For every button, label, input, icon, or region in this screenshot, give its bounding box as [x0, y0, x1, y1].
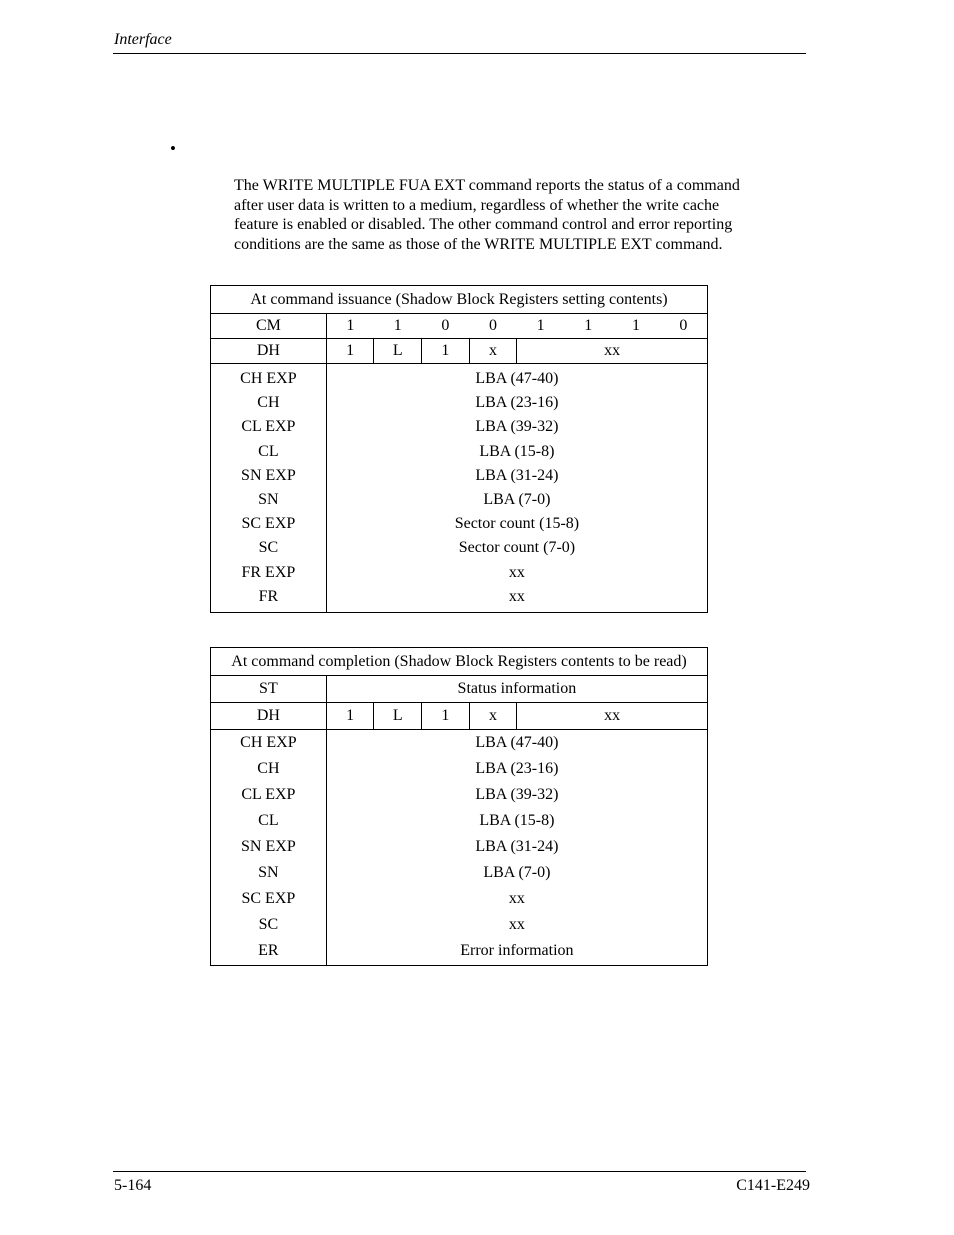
register-row: [211, 912, 708, 938]
register-value: LBA (7-0): [326, 860, 707, 886]
completion-register-table: [210, 647, 708, 966]
register-value: LBA (47-40): [326, 730, 707, 757]
bit-0: 0: [660, 314, 708, 339]
register-row: [211, 730, 708, 757]
register-value: xx: [326, 561, 707, 585]
issuance-register-table: [210, 285, 708, 613]
bits-3-0: xx: [517, 339, 708, 364]
register-name: CH EXP: [211, 364, 327, 392]
register-name: SN EXP: [211, 464, 327, 488]
bit-6: L: [374, 703, 422, 730]
paragraph-line: feature is enabled or disabled. The other command control and error reporting: [234, 216, 733, 234]
register-name: ST: [211, 676, 327, 703]
register-name: DH: [211, 339, 327, 364]
register-value: LBA (7-0): [326, 488, 707, 512]
register-name: FR: [211, 585, 327, 613]
register-name: SC: [211, 912, 327, 938]
register-value: LBA (15-8): [326, 808, 707, 834]
register-name: ER: [211, 938, 327, 966]
bits-3-0: xx: [517, 703, 708, 730]
running-header: Interface: [114, 31, 172, 48]
register-name: SN: [211, 860, 327, 886]
bit-6: 1: [374, 314, 422, 339]
register-name: CH: [211, 391, 327, 415]
completion-table-title: At command completion (Shadow Block Registers contents to be read): [211, 648, 708, 676]
register-name: CL: [211, 808, 327, 834]
register-row: [211, 536, 708, 560]
issuance-table-title: At command issuance (Shadow Block Registers setting contents): [211, 286, 708, 314]
register-value: LBA (15-8): [326, 440, 707, 464]
paragraph-line: after user data is written to a medium, regardless of whether the write cache: [234, 196, 720, 214]
bit-5: 1: [422, 339, 470, 364]
register-value: LBA (31-24): [326, 464, 707, 488]
register-name: DH: [211, 703, 327, 730]
register-row: [211, 782, 708, 808]
register-row: [211, 415, 708, 439]
bit-1: 1: [612, 314, 660, 339]
bit-5: 0: [422, 314, 470, 339]
register-name: CL EXP: [211, 782, 327, 808]
dh-register-row: [211, 703, 708, 730]
register-row: [211, 364, 708, 392]
register-name: SC EXP: [211, 512, 327, 536]
register-row: [211, 512, 708, 536]
bit-6: L: [374, 339, 422, 364]
register-value: LBA (39-32): [326, 782, 707, 808]
st-register-row: [211, 676, 708, 703]
register-row: [211, 391, 708, 415]
bit-4: x: [469, 703, 517, 730]
register-name: FR EXP: [211, 561, 327, 585]
footer-rule: [113, 1171, 806, 1172]
bit-7: 1: [326, 314, 374, 339]
register-name: SC EXP: [211, 886, 327, 912]
register-name: SN: [211, 488, 327, 512]
register-row: [211, 834, 708, 860]
register-value: xx: [326, 886, 707, 912]
register-row: [211, 938, 708, 966]
register-row: [211, 464, 708, 488]
bit-2: 1: [564, 314, 612, 339]
bullet-point: •: [170, 139, 176, 158]
register-value: Status information: [326, 676, 707, 703]
register-row: [211, 808, 708, 834]
register-row: [211, 585, 708, 613]
paragraph-line: conditions are the same as those of the WRITE MULTIPLE EXT command.: [234, 236, 723, 254]
header-rule: [113, 53, 806, 54]
register-value: LBA (23-16): [326, 756, 707, 782]
register-value: Sector count (7-0): [326, 536, 707, 560]
register-value: LBA (23-16): [326, 391, 707, 415]
register-name: CL EXP: [211, 415, 327, 439]
description-paragraph: [234, 176, 794, 255]
dh-register-row: [211, 339, 708, 364]
page-number: 5-164: [114, 1177, 152, 1194]
register-row: [211, 756, 708, 782]
register-value: LBA (39-32): [326, 415, 707, 439]
register-value: LBA (47-40): [326, 364, 707, 392]
register-row: [211, 860, 708, 886]
bit-4: x: [469, 339, 517, 364]
register-value: Error information: [326, 938, 707, 966]
register-value: LBA (31-24): [326, 834, 707, 860]
register-value: xx: [326, 585, 707, 613]
bit-7: 1: [326, 339, 374, 364]
register-name: SC: [211, 536, 327, 560]
paragraph-line: The WRITE MULTIPLE FUA EXT command reports the status of a command: [234, 177, 740, 194]
register-name: CH: [211, 756, 327, 782]
register-name: CM: [211, 314, 327, 339]
register-row: [211, 886, 708, 912]
register-row: [211, 440, 708, 464]
cm-register-row: [211, 314, 708, 339]
bit-7: 1: [326, 703, 374, 730]
register-name: CL: [211, 440, 327, 464]
bit-4: 0: [469, 314, 517, 339]
document-id: C141-E249: [736, 1177, 810, 1194]
bit-3: 1: [517, 314, 565, 339]
register-row: [211, 561, 708, 585]
register-name: SN EXP: [211, 834, 327, 860]
register-value: xx: [326, 912, 707, 938]
register-name: CH EXP: [211, 730, 327, 757]
bit-5: 1: [422, 703, 470, 730]
register-row: [211, 488, 708, 512]
register-value: Sector count (15-8): [326, 512, 707, 536]
